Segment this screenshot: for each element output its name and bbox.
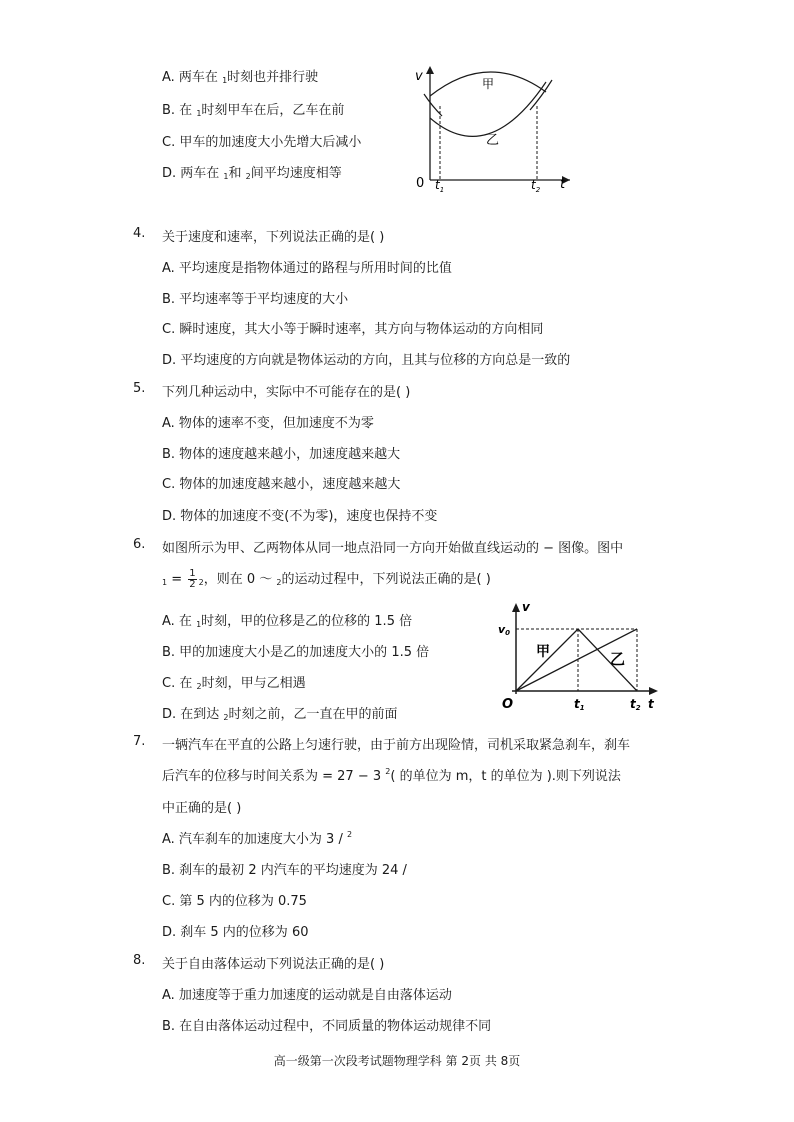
graph2-v-label: v <box>522 600 530 614</box>
q6-option-c: C. 在 $_2$时刻，甲与乙相遇 <box>162 676 306 691</box>
q6-option-d: D. 在到达 $_2$时刻之前，乙一直在甲的前面 <box>162 707 398 722</box>
q5-option-b: B. 物体的速度越来越小，加速度越来越大 <box>162 447 401 462</box>
q7-stem-line2: 后汽车的位移与时间关系为 = 27 − 3 $^2$( 的单位为 m，t 的单位为 ).则下列说法 <box>162 767 621 784</box>
graph1-v-arrow <box>426 66 434 74</box>
q7-option-c: C. 第 5 内的位移为 0.75 <box>162 894 307 909</box>
q7-option-a: A. 汽车刹车的加速度大小为 3 / $^2$ <box>162 830 353 847</box>
q5-option-a: A. 物体的速率不变，但加速度不为零 <box>162 416 374 431</box>
q3-option-a: A. 两车在 $_1$时刻也并排行驶 <box>162 70 319 85</box>
q5-number: 5. <box>133 381 146 396</box>
q4-option-a: A. 平均速度是指物体通过的路程与所用时间的比值 <box>162 261 452 276</box>
q8-option-b: B. 在自由落体运动过程中，不同质量的物体运动规律不同 <box>162 1019 492 1034</box>
q4-option-d: D. 平均速度的方向就是物体运动的方向，且其与位移的方向总是一致的 <box>162 353 571 368</box>
q6-option-a: A. 在 $_1$时刻，甲的位移是乙的位移的 1.5 倍 <box>162 614 413 629</box>
graph2-jia-label: 甲 <box>536 644 550 660</box>
graph1-yi-label: 乙 <box>486 133 500 148</box>
q4-stem: 关于速度和速率，下列说法正确的是( ) <box>162 230 385 245</box>
q6-stem-line2: $_1$ = $\frac{1}{2}$ $_2$，则在 0 ～ $_2$的运动过程中，下列说法正确的是( ) <box>162 568 491 590</box>
graph1-jia-label: 甲 <box>482 77 495 91</box>
q6-stem-line1: 如图所示为甲、乙两物体从同一地点沿同一方向开始做直线运动的 − 图像。图中 <box>162 541 624 556</box>
graph1-t2: $t_2$ <box>531 178 541 194</box>
graph1-curve-jia-start <box>424 94 442 116</box>
graph2-t2: t2 <box>630 697 641 712</box>
graph2-jia-fall <box>578 629 637 691</box>
graph2-t1: t1 <box>574 697 585 712</box>
q6-option-b: B. 甲的加速度大小是乙的加速度大小的 1.5 倍 <box>162 645 430 660</box>
q4-number: 4. <box>133 226 146 241</box>
q7-option-d: D. 刹车 5 内的位移为 60 <box>162 925 309 940</box>
q8-number: 8. <box>133 953 146 968</box>
q7-stem-line3: 中正确的是( ) <box>162 801 242 816</box>
q8-stem: 关于自由落体运动下列说法正确的是( ) <box>162 957 385 972</box>
q5-option-c: C. 物体的加速度越来越小，速度越来越大 <box>162 477 401 492</box>
q3-option-d: D. 两车在 $_1$和 $_2$间平均速度相等 <box>162 166 342 181</box>
vt-graph-1 <box>410 58 580 198</box>
q6-fraction: $\frac{1}{2}$ <box>189 568 196 590</box>
graph2-v-arrow <box>512 603 520 612</box>
graph2-v0-label: v0 <box>498 623 511 637</box>
q7-stem-line1: 一辆汽车在平直的公路上匀速行驶，由于前方出现险情，司机采取紧急刹车，刹车 <box>162 738 631 753</box>
q4-option-c: C. 瞬时速度，其大小等于瞬时速率，其方向与物体运动的方向相同 <box>162 322 544 337</box>
q5-option-d: D. 物体的加速度不变(不为零)，速度也保持不变 <box>162 509 438 524</box>
page-footer: 高一级第一次段考试题物理学科 第 2页 共 8页 <box>273 1054 521 1068</box>
graph1-t-label: t <box>560 177 566 192</box>
q6-number: 6. <box>133 537 146 552</box>
q3-option-b: B. 在 $_1$时刻甲车在后，乙车在前 <box>162 103 345 118</box>
graph2-t-arrow <box>649 687 658 695</box>
q7-option-b: B. 刹车的最初 2 内汽车的平均速度为 24 / <box>162 863 407 878</box>
q4-option-b: B. 平均速率等于平均速度的大小 <box>162 292 349 307</box>
graph2-origin: O <box>502 697 514 712</box>
q5-stem: 下列几种运动中，实际中不可能存在的是( ) <box>162 385 411 400</box>
graph2-t-label: t <box>648 697 654 711</box>
q8-option-a: A. 加速度等于重力加速度的运动就是自由落体运动 <box>162 988 452 1003</box>
q7-number: 7. <box>133 734 146 749</box>
q3-option-c: C. 甲车的加速度大小先增大后减小 <box>162 135 362 150</box>
graph1-origin: 0 <box>416 176 425 191</box>
graph2-jia-rise <box>516 629 578 691</box>
graph2-yi-label: 乙 <box>610 650 626 668</box>
graph1-v-label: v <box>415 69 423 84</box>
graph1-t1: $t_1$ <box>435 178 445 194</box>
vt-graph-2 <box>494 598 664 716</box>
